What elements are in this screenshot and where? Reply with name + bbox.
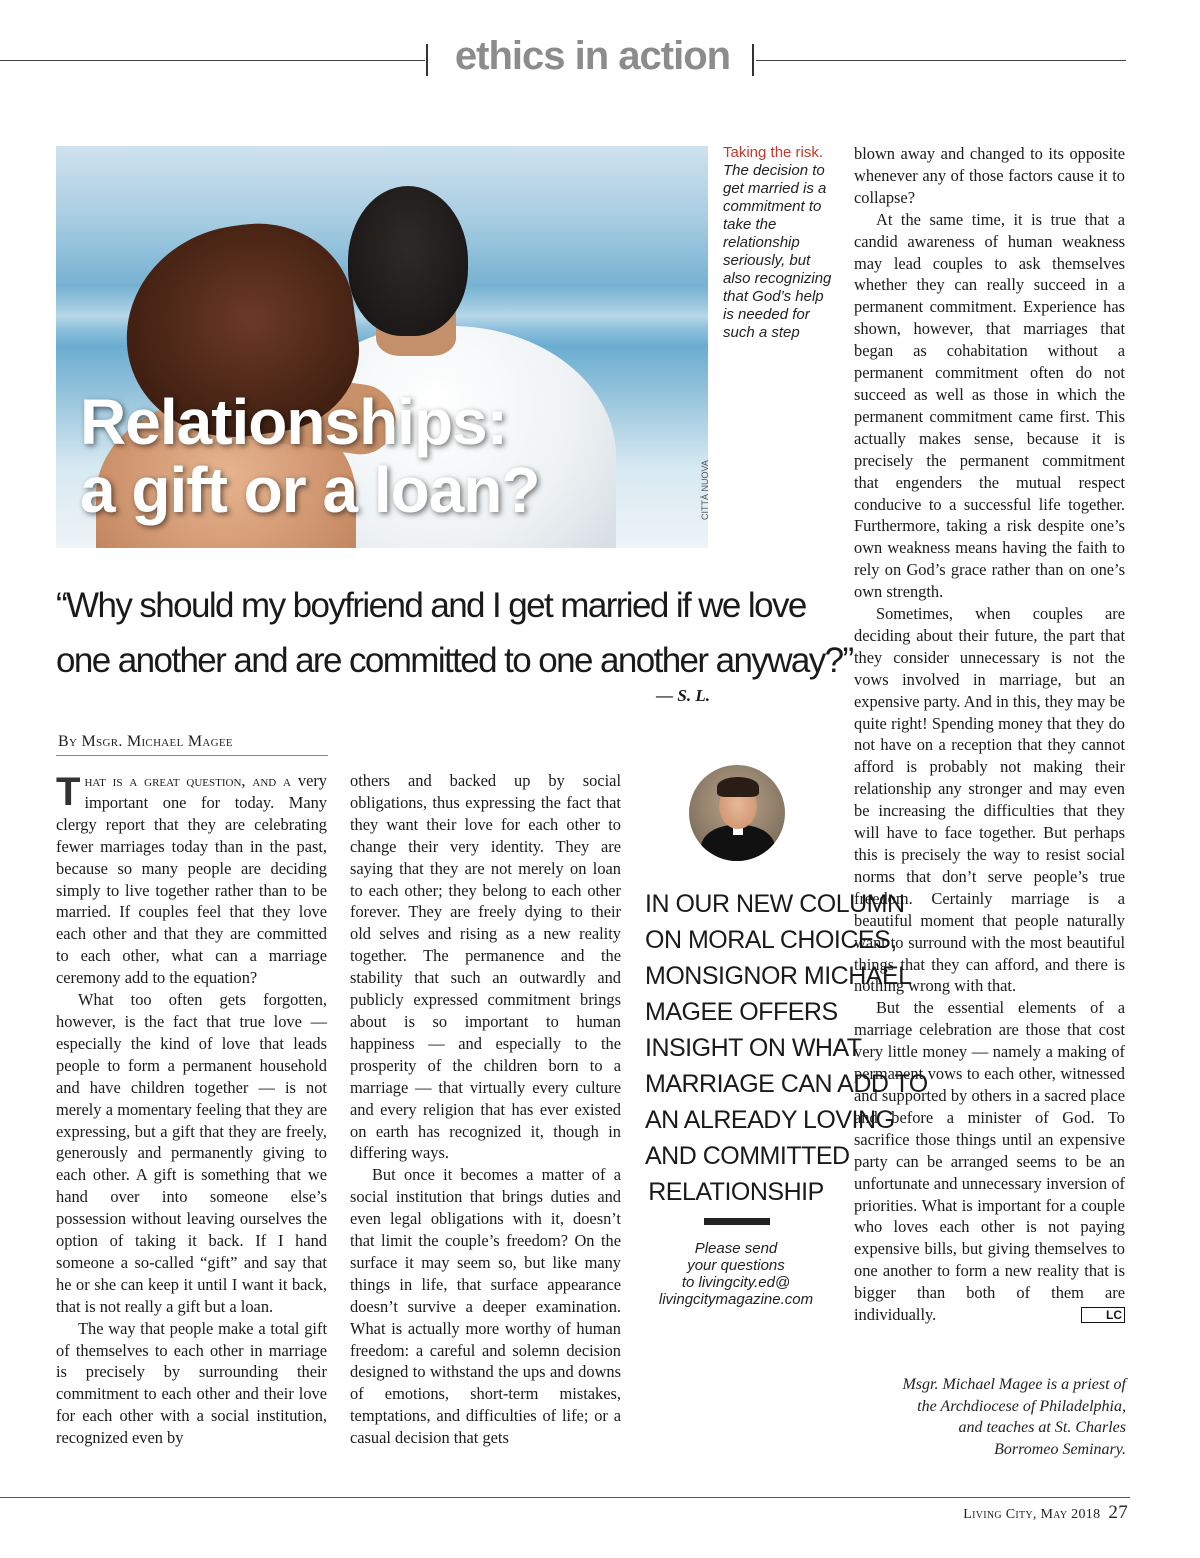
article-title <box>80 388 640 524</box>
paragraph <box>56 770 327 989</box>
man-head <box>348 186 468 336</box>
paragraph-text: But the essential elements of a marriage celebration are those that cost very little money — namely a making of permanent vows to each other, witnessed and supported by others in a sacred place and before a minister of God. To sacrifice those things until an expensive party can be arranged seems to be an unfortunate and unnecessary inversion of priorities. What is important for a couple who loves each other is not paying expensive bills, but giving themselves to one another to form a new reality that is bigger than both of them are individually. <box>854 998 1125 1325</box>
promo-line: AND COMMITTED <box>645 1142 850 1170</box>
byline: By Msgr. Michael Magee <box>58 733 233 750</box>
send-line: your questions <box>687 1257 785 1274</box>
promo-line: MONSIGNOR MICHAEL <box>645 962 912 990</box>
photo-caption <box>723 144 835 342</box>
caption-lead: Taking the risk. <box>723 144 824 161</box>
paragraph: Sometimes, when couples are deciding about their future, the part that they consider unnecessary is not the vows involved in marriage, but an expensive party. And in this, they may be quite right! Spending money that they do not have on a reception that they cannot afford is probably not making their relationship any stronger and may even be increasing the difficulties that they will have to face together. But perhaps this is precisely the way to resist social norms that don’t serve people’s true freedom. Certainly marriage is a beautiful moment that people naturally want to surround with the most beautiful things that they can afford, and there is nothing wrong with that. <box>854 604 1125 996</box>
bio-line: Msgr. Michael Magee is a priest of <box>902 1376 1126 1393</box>
page-number: 27 <box>1108 1502 1128 1523</box>
header-tick-left <box>426 44 428 76</box>
promo-line: IN OUR NEW COLUMN <box>645 890 905 918</box>
reader-question <box>56 578 853 688</box>
paragraph: But once it becomes a matter of a social institution that brings duties and even legal obligations with it, doesn’t that limit the couple’s freedom? On the surface it may seem so, but like many things in life, that surface appearance doesn’t survive a deeper examination. What is actually more worthy of human freedom: a careful and solemn decision designed to withstand the ups and downs of emotions, short-term mistakes, temptations, and difficulties of life; or a casual decision that gets <box>350 1165 621 1448</box>
bio-line: and teaches at St. Charles <box>958 1419 1126 1436</box>
bio-line: the Archdiocese of Philadelphia, <box>917 1397 1126 1415</box>
author-portrait <box>689 765 785 861</box>
promo-line: INSIGHT ON WHAT <box>645 1034 862 1062</box>
send-line: livingcitymagazine.com <box>658 1291 814 1308</box>
page-footer <box>900 1502 1128 1524</box>
byline-rule <box>56 755 328 756</box>
end-mark-logo: LC <box>1081 1307 1125 1323</box>
send-line: to livingcity.ed@ <box>681 1274 791 1291</box>
publication-name: Living City, May 2018 <box>963 1507 1101 1522</box>
photo-credit: CITTÀ NUOVA <box>700 460 710 520</box>
paragraph: At the same time, it is true that a candid awareness of human weakness may lead couples to ask themselves whether they can really succeed in a permanent commitment. Experience has shown, however, that marriages that began as cohabitation without a permanent commitment often do not succeed as well as those in which the permanent commitment came first. This actually makes sense, because it is precisely the permanent commitment that engenders the mutual respect conducive to a successful life together. Furthermore, taking a risk despite one’s own weakness means having the faith to rely on God’s grace rather than on one’s own strength. <box>854 209 1125 602</box>
portrait-hair <box>717 777 759 797</box>
promo-line: MAGEE OFFERS <box>645 998 838 1026</box>
paragraph-text: very important one for today. Many clergy report that they are celebrating fewer marriages today than in the past, because so many people are deciding simply to live together rather than to be married. If couples feel that they love each other and that they are committed to each other, what can a marriage ceremony add to the equation? <box>56 771 327 988</box>
column-promo <box>645 886 928 1210</box>
author-bio <box>850 1374 1126 1460</box>
paragraph: What too often gets forgotten, however, is the fact that true love — especially the kind of love that leads people to form a permanent household and have children together — is not merely a momentary feeling that they are expressing, but a gift that they are freely, generously and permanently giving to each other. A gift is something that we hand over into someone else’s possession without leaving ourselves the option of taking it back. If I hand someone a so-called “gift” and say that he or she can keep it until I want it back, that is not really a gift but a loan. <box>56 990 327 1316</box>
paragraph: blown away and changed to its opposite whenever any of those factors cause it to collapse? <box>854 144 1125 207</box>
send-questions-note <box>646 1240 826 1308</box>
article-title-line2: a gift or a loan? <box>80 454 540 526</box>
paragraph: others and backed up by social obligations, thus expressing the fact that they want their love for each other to change their very identity. They are saying that they are not merely on loan to each other; they belong to each other forever. They are freely dying to their old selves and rising as a new reality together. The permanence and the stability that such an outwardly and publicly expressed commitment brings about is so important to human happiness — and especially to the prosperity of the children born to a marriage — that virtually every culture and every religion that has ever existed on earth has recognized it, though in differing ways. <box>350 771 621 1163</box>
promo-line: AN ALREADY LOVING <box>645 1106 895 1134</box>
header-rule-left <box>0 60 425 61</box>
promo-line: MARRIAGE CAN ADD TO <box>645 1070 928 1098</box>
lead-in-smallcaps: hat is a great question, and a <box>84 771 292 790</box>
article-title-line1: Relationships: <box>80 386 507 458</box>
body-column-1 <box>56 770 327 1449</box>
header-rule-right <box>756 60 1126 61</box>
body-column-4 <box>854 143 1125 1326</box>
header-tick-right <box>752 44 754 76</box>
body-column-2 <box>350 770 621 1449</box>
question-line2: one another and are committed to one another anyway?” <box>56 641 853 680</box>
section-title: ethics in action <box>454 34 731 78</box>
promo-divider <box>704 1218 770 1225</box>
footer-rule <box>0 1497 1130 1498</box>
drop-cap: T <box>56 770 81 814</box>
paragraph: The way that people make a total gift of themselves to each other in marriage is precisely by surrounding their commitment to each other and their love for each other with a social institution, recognized even by <box>56 1318 327 1448</box>
bio-line: Borromeo Seminary. <box>994 1440 1126 1458</box>
caption-body: The decision to get married is a commitment to take the relationship seriously, but also recognizing that God’s help is needed for such a step <box>723 162 832 341</box>
promo-line: ON MORAL CHOICES, <box>645 926 897 954</box>
question-line1: “Why should my boyfriend and I get married if we love <box>56 586 806 625</box>
paragraph <box>854 997 1125 1326</box>
send-line: Please send <box>694 1240 778 1257</box>
promo-line: RELATIONSHIP <box>648 1178 824 1206</box>
question-signature: — S. L. <box>656 686 710 705</box>
